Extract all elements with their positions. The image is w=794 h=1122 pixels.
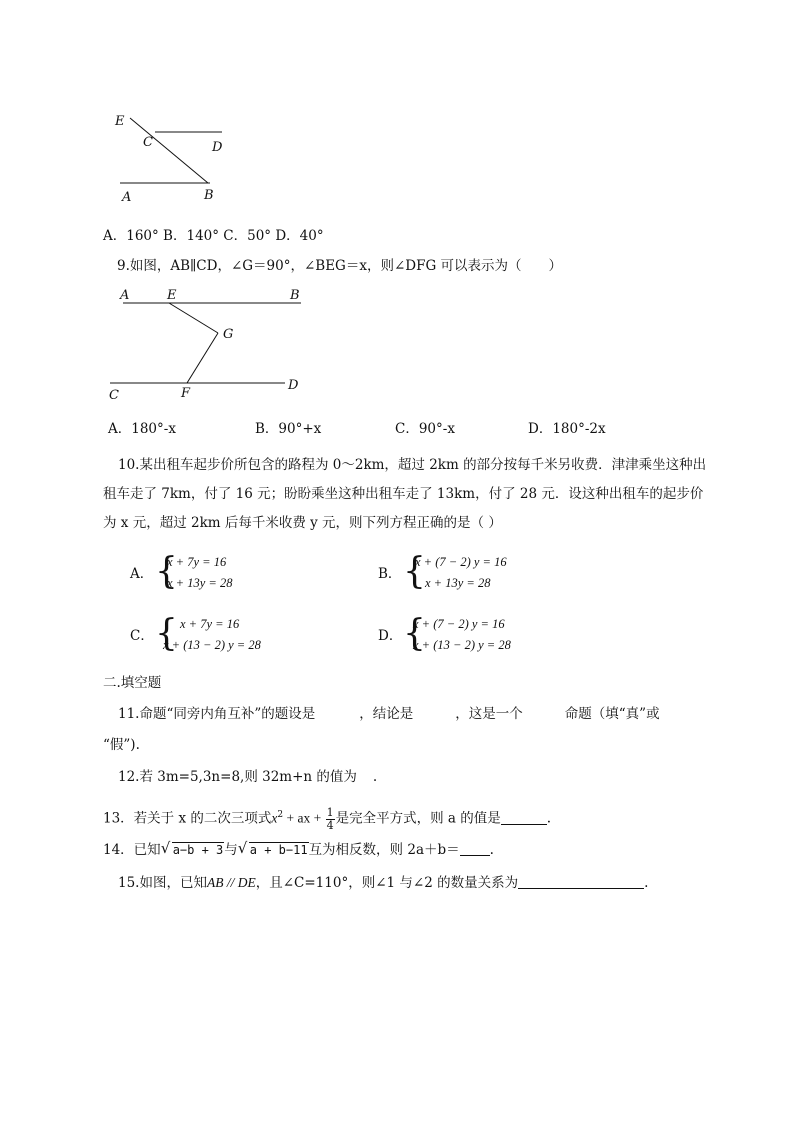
radical-1 xyxy=(161,840,225,860)
answer-blank[interactable] xyxy=(501,810,547,825)
section-title: 二.填空题 xyxy=(103,675,162,691)
q15 xyxy=(118,873,648,893)
q10-option-d-system xyxy=(403,612,533,656)
q10-option-a-system xyxy=(155,550,275,594)
q11-line-1 xyxy=(118,704,660,724)
q12 xyxy=(118,767,377,787)
line-gf xyxy=(187,333,218,383)
q14-mid: 与 xyxy=(224,842,238,858)
q10-line-1: 10.某出租车起步价所包含的路程为 0～2km，超过 2km 的部分按每千米另收费．津津乘坐这种出 xyxy=(118,457,707,473)
equation-2: x + (13 − 2) y = 28 xyxy=(163,638,261,652)
label-e: E xyxy=(115,114,125,129)
q10-line-3: 为 x 元，超过 2km 后每千米收费 y 元，则下列方程正确的是（ ） xyxy=(103,515,502,531)
equation-1: x + (7 − 2) y = 16 xyxy=(413,617,505,631)
answer-blank[interactable] xyxy=(518,874,644,889)
q9-option-a: A．180°-x xyxy=(108,421,176,437)
label-a: A xyxy=(120,288,130,303)
sqrt-icon: √ xyxy=(237,839,248,857)
equation-2: x + 13y = 28 xyxy=(425,576,491,590)
q11-part-1: 11.命题“同旁内角互补”的题设是 xyxy=(118,706,316,722)
radical-2 xyxy=(238,840,309,860)
brace-icon: { xyxy=(155,613,178,654)
label-e: E xyxy=(167,288,177,303)
q8-options: A．160° B．140° C．50° D．40° xyxy=(103,228,324,244)
figure-q9 xyxy=(105,283,315,403)
radicand-1: a−b + 3 xyxy=(172,843,224,857)
q13 xyxy=(103,802,551,832)
fraction-numerator: 1 xyxy=(326,805,334,819)
label-d: D xyxy=(212,140,223,155)
sqrt-icon: √ xyxy=(160,839,171,857)
q14 xyxy=(103,840,494,860)
q15-pre: 15.如图，已知 xyxy=(118,875,207,891)
brace-icon: { xyxy=(155,551,178,592)
equation-1: x + 7y = 16 xyxy=(180,617,240,631)
q10-option-d-label: D． xyxy=(378,628,403,644)
q13-end: . xyxy=(546,810,552,827)
q9-option-b: B．90°+x xyxy=(255,421,322,437)
q14-pre: 14．已知 xyxy=(103,842,161,858)
fraction-one-quarter xyxy=(326,807,335,832)
q12-end: . xyxy=(372,769,378,785)
label-d: D xyxy=(288,378,299,393)
equation-1: x + 7y = 16 xyxy=(167,555,227,569)
equation-2: x + 13y = 28 xyxy=(167,576,233,590)
q9-stem: 9.如图，AB∥CD，∠G＝90°，∠BEG＝x，则∠DFG 可以表示为（ ） xyxy=(117,258,563,274)
q10-option-a-label: A． xyxy=(130,566,154,582)
label-b: B xyxy=(204,188,214,203)
figure-q8 xyxy=(100,100,240,210)
q15-end: . xyxy=(644,875,649,891)
q11-part-4: 命题（填“真”或 xyxy=(564,706,660,722)
q10-option-c-system xyxy=(155,612,285,656)
q10-option-c-label: C． xyxy=(130,628,154,644)
label-g: G xyxy=(223,327,234,342)
q10-option-b-label: B． xyxy=(378,566,402,582)
line-eb xyxy=(130,118,208,183)
brace-icon: { xyxy=(403,551,426,592)
q13-post: 是完全平方式，则 a 的值是 xyxy=(335,810,501,827)
label-c: C xyxy=(109,388,119,403)
q11-line-2: “假”). xyxy=(103,737,140,753)
q12-text: 12.若 3m=5,3n=8,则 32m+n 的值为 xyxy=(118,769,357,785)
label-a: A xyxy=(122,190,132,205)
radicand-2: a + b−11 xyxy=(249,843,308,857)
q13-pre: 13．若关于 x 的二次三项式 xyxy=(103,810,272,827)
equation-2: x + (13 − 2) y = 28 xyxy=(413,638,511,652)
label-c: C xyxy=(143,135,153,150)
q10-option-b-system xyxy=(403,550,533,594)
q14-post: 互为相反数，则 2a＋b＝ xyxy=(308,842,460,858)
equation-1: x + (7 − 2) y = 16 xyxy=(415,555,507,569)
q13-expr-mid: + ax + xyxy=(283,810,325,826)
brace-icon: { xyxy=(403,613,426,654)
fraction-denominator: 4 xyxy=(326,818,334,832)
q11-part-3: ，这是一个 xyxy=(455,706,523,722)
label-b: B xyxy=(290,288,300,303)
q15-post: ，且∠C=110°，则∠1 与∠2 的数量关系为 xyxy=(255,875,519,891)
q14-end: . xyxy=(489,842,494,858)
q9-option-d: D．180°-2x xyxy=(528,421,606,437)
answer-blank[interactable] xyxy=(460,841,490,856)
q15-italic: AB // DE xyxy=(206,875,256,890)
q11-part-2: ，结论是 xyxy=(359,706,414,722)
q13-expr-sup: 2 xyxy=(277,810,284,820)
q13-expr-x: x xyxy=(271,810,278,826)
q9-option-c: C．90°-x xyxy=(395,421,455,437)
line-eg xyxy=(169,303,218,333)
q10-line-2: 租车走了 7km，付了 16 元；盼盼乘坐这种出租车走了 13km，付了 28 元．设这种出租车的起步价 xyxy=(103,486,704,502)
label-f: F xyxy=(181,386,191,401)
